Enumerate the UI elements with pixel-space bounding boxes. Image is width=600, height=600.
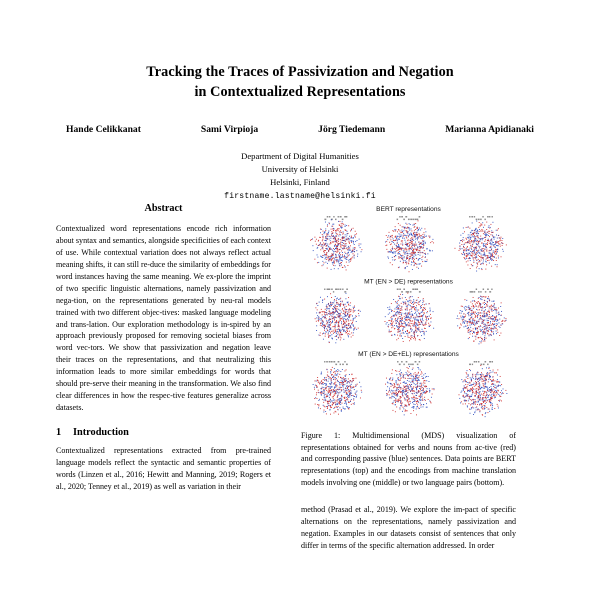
figure-caption-label: Figure 1:	[301, 431, 341, 440]
title-block	[0, 0, 600, 203]
figure-subplot-title	[469, 216, 493, 220]
section-heading-introduction	[56, 427, 271, 438]
figure-subplot-title	[397, 216, 421, 220]
introduction-right-text: method (Prasad et al., 2019). We explore the im-pact of specific alternations on the representations, namely passivization and negation. Examples in our datasets consist of sentences that only differ in terms of the specific alternation addressed. In order	[301, 505, 516, 551]
figure-subplot-title	[397, 289, 421, 293]
figure-scatter-cluster	[313, 367, 363, 415]
author-4: Marianna Apidianaki	[445, 123, 534, 135]
figure-subplot-title	[324, 216, 347, 220]
contact-email: firstname.lastname@helsinki.fi	[224, 192, 376, 201]
figure-subplot-title	[324, 289, 348, 293]
affiliation-city: Helsinki, Finland	[270, 176, 330, 187]
page-title	[60, 62, 540, 102]
section-title: Introduction	[73, 427, 129, 438]
figure-subplot-title	[324, 361, 348, 365]
mds-scatter-figure	[301, 203, 516, 421]
figure-panel-title: BERT representations	[376, 206, 441, 213]
figure-1	[301, 203, 516, 488]
figure-scatter-cluster	[384, 293, 434, 342]
affiliation-block	[60, 150, 540, 203]
figure-subplot-title	[470, 289, 493, 293]
abstract-heading: Abstract	[144, 203, 183, 214]
abstract-body: Contextualized word representations encode rich information about syntax and semantics, alongside specificities of each context of use. While contextual variation does not always reflect actual meaning shifts, it can still re-duce the similarity of embeddings for word instances having the same meaning. We ex-plore the imprint of two specific linguistic alternations, namely passivization and nega-tion, on the representations generated by neu-ral models trained with two different objec-tives: masked language modeling and trans-lation. Our exploration methodology is in-spired by an approach previously proposed for removing societal biases from word vec-tors. We show that passivization and negation leave their traces on the representations, and that neutralizing this information leads to more similar embeddings for words that should pre-serve their meaning in the transformation. We also find clear differences in how the respec-tive features generalize across datasets.	[56, 224, 271, 413]
figure-caption	[301, 430, 516, 488]
left-column	[56, 203, 271, 600]
figure-scatter-cluster	[315, 293, 361, 343]
author-1: Hande Celikkanat	[66, 123, 141, 135]
affiliation-university: University of Helsinki	[261, 163, 339, 174]
figure-scatter-cluster	[310, 219, 362, 270]
figure-scatter-cluster	[385, 366, 434, 415]
two-column-body	[0, 203, 600, 600]
figure-subplot-title	[397, 361, 420, 365]
affiliation-department: Department of Digital Humanities	[241, 150, 359, 161]
figure-panel-title: MT (EN > DE+EL) representations	[358, 351, 459, 358]
section-number: 1	[56, 427, 62, 438]
title-line-1: Tracking the Traces of Passivization and Negation	[146, 63, 454, 80]
figure-scatter-cluster	[454, 221, 506, 272]
figure-caption-text: Multidimensional (MDS) visualization of representations obtained for verbs and nouns from ac-tive (red) and corresponding passive (blue) sentences. Data points are BERT representations (top) and the encodings from machine translation models involving one (middle) or two language pairs (bottom).	[301, 431, 516, 487]
right-column	[301, 203, 516, 600]
figure-scatter-cluster	[459, 365, 508, 417]
introduction-left-text: Contextualized representations extracted from pre-trained language models reflect the syntactic and semantic properties of words (Linzen et al., 2016; Hewitt and Manning, 2019; Rogers et al., 2020; Tenney et al., 2019) as well as variation in their	[56, 446, 271, 491]
author-list	[66, 124, 534, 135]
title-line-2: in Contextualized Representations	[194, 83, 406, 100]
figure-scatter-cluster	[385, 220, 434, 272]
figure-subplot-title	[469, 361, 493, 365]
author-3: Jörg Tiedemann	[318, 123, 386, 135]
author-2: Sami Virpioja	[200, 123, 259, 135]
figure-panel-title: MT (EN > DE) representations	[364, 278, 453, 286]
figure-scatter-cluster	[457, 296, 507, 345]
